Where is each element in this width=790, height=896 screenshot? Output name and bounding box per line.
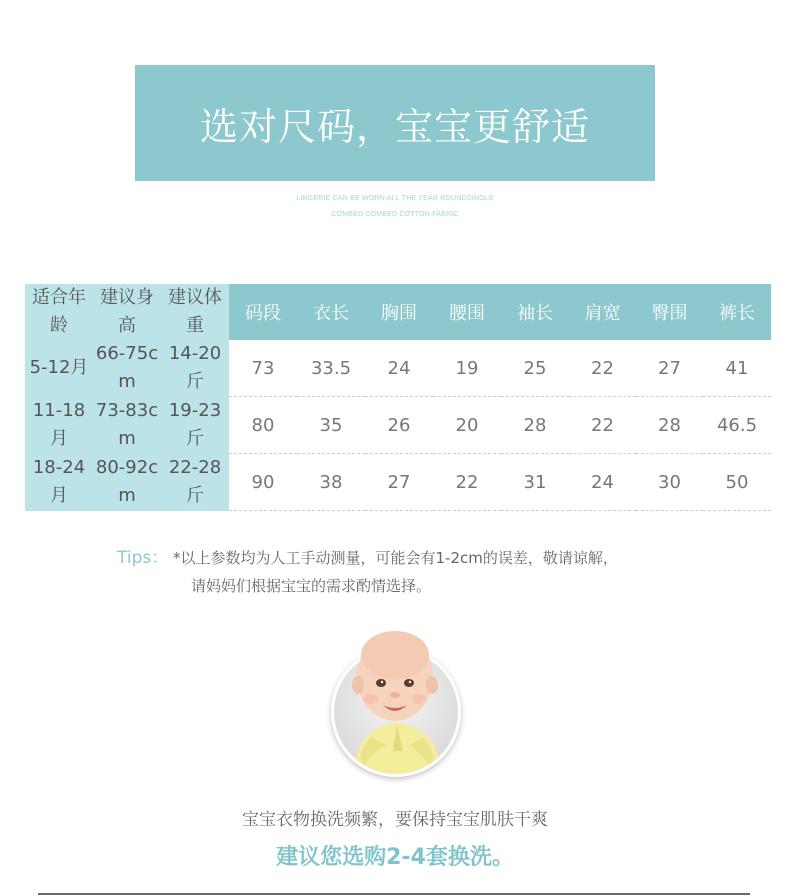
cell-size: 80 bbox=[229, 397, 297, 454]
header-length: 衣长 bbox=[297, 284, 365, 340]
table-row bbox=[25, 454, 771, 511]
tips-note bbox=[117, 544, 618, 600]
subtitle-line-1: LINGERIE CAN BE WORN ALL THE YEAR ROUNDSINGLE bbox=[296, 195, 494, 202]
cell-weight: 19-23斤 bbox=[161, 397, 229, 454]
banner-title: 选对尺码，宝宝更舒适 bbox=[199, 104, 590, 149]
cell-length: 38 bbox=[297, 454, 365, 511]
cell-weight: 14-20斤 bbox=[161, 340, 229, 397]
table-row bbox=[25, 340, 771, 397]
cell-chest: 24 bbox=[365, 340, 433, 397]
cell-pants-length: 41 bbox=[703, 340, 771, 397]
caption-line-2: 建议您选购2-4套换洗。 bbox=[276, 845, 514, 870]
header-waist: 腰围 bbox=[433, 284, 501, 340]
cell-hip: 27 bbox=[636, 340, 703, 397]
cell-age: 11-18月 bbox=[25, 397, 93, 454]
table-row bbox=[25, 397, 771, 454]
cell-size: 73 bbox=[229, 340, 297, 397]
table-header-row bbox=[25, 284, 771, 340]
bottom-divider bbox=[38, 893, 750, 895]
cell-age: 5-12月 bbox=[25, 340, 93, 397]
cell-waist: 19 bbox=[433, 340, 501, 397]
baby-illustration bbox=[331, 625, 459, 775]
title-banner bbox=[135, 65, 655, 181]
tips-line-2: 请妈妈们根据宝宝的需求酌情选择。 bbox=[191, 577, 432, 595]
cell-height: 80-92cm bbox=[93, 454, 161, 511]
cell-height: 66-75cm bbox=[93, 340, 161, 397]
cell-size: 90 bbox=[229, 454, 297, 511]
cell-hip: 28 bbox=[636, 397, 703, 454]
subtitle-line-2: COMBED COMBED COTTON FABRIC bbox=[331, 211, 459, 218]
header-hip: 臀围 bbox=[636, 284, 703, 340]
tips-label: Tips： bbox=[117, 548, 169, 568]
cell-waist: 22 bbox=[433, 454, 501, 511]
header-height: 建议身高 bbox=[93, 284, 161, 340]
header-pants-length: 裤长 bbox=[703, 284, 771, 340]
baby-photo bbox=[331, 625, 459, 775]
cell-length: 33.5 bbox=[297, 340, 365, 397]
cell-shoulder: 22 bbox=[569, 397, 636, 454]
cell-age: 18-24月 bbox=[25, 454, 93, 511]
caption-line-1: 宝宝衣物换洗频繁，要保持宝宝肌肤干爽 bbox=[242, 810, 548, 830]
cell-shoulder: 22 bbox=[569, 340, 636, 397]
header-sleeve: 袖长 bbox=[501, 284, 569, 340]
cell-pants-length: 50 bbox=[703, 454, 771, 511]
header-weight: 建议体重 bbox=[161, 284, 229, 340]
header-age: 适合年龄 bbox=[25, 284, 93, 340]
cell-sleeve: 31 bbox=[501, 454, 569, 511]
cell-chest: 26 bbox=[365, 397, 433, 454]
cell-height: 73-83cm bbox=[93, 397, 161, 454]
cell-length: 35 bbox=[297, 397, 365, 454]
header-chest: 胸围 bbox=[365, 284, 433, 340]
cell-waist: 20 bbox=[433, 397, 501, 454]
size-chart-table bbox=[25, 284, 771, 511]
header-size: 码段 bbox=[229, 284, 297, 340]
header-shoulder: 肩宽 bbox=[569, 284, 636, 340]
cell-pants-length: 46.5 bbox=[703, 397, 771, 454]
cell-chest: 27 bbox=[365, 454, 433, 511]
cell-sleeve: 25 bbox=[501, 340, 569, 397]
cell-sleeve: 28 bbox=[501, 397, 569, 454]
cell-hip: 30 bbox=[636, 454, 703, 511]
cell-weight: 22-28斤 bbox=[161, 454, 229, 511]
cell-shoulder: 24 bbox=[569, 454, 636, 511]
tips-line-1: *以上参数均为人工手动测量，可能会有1-2cm的误差，敬请谅解， bbox=[173, 549, 618, 567]
